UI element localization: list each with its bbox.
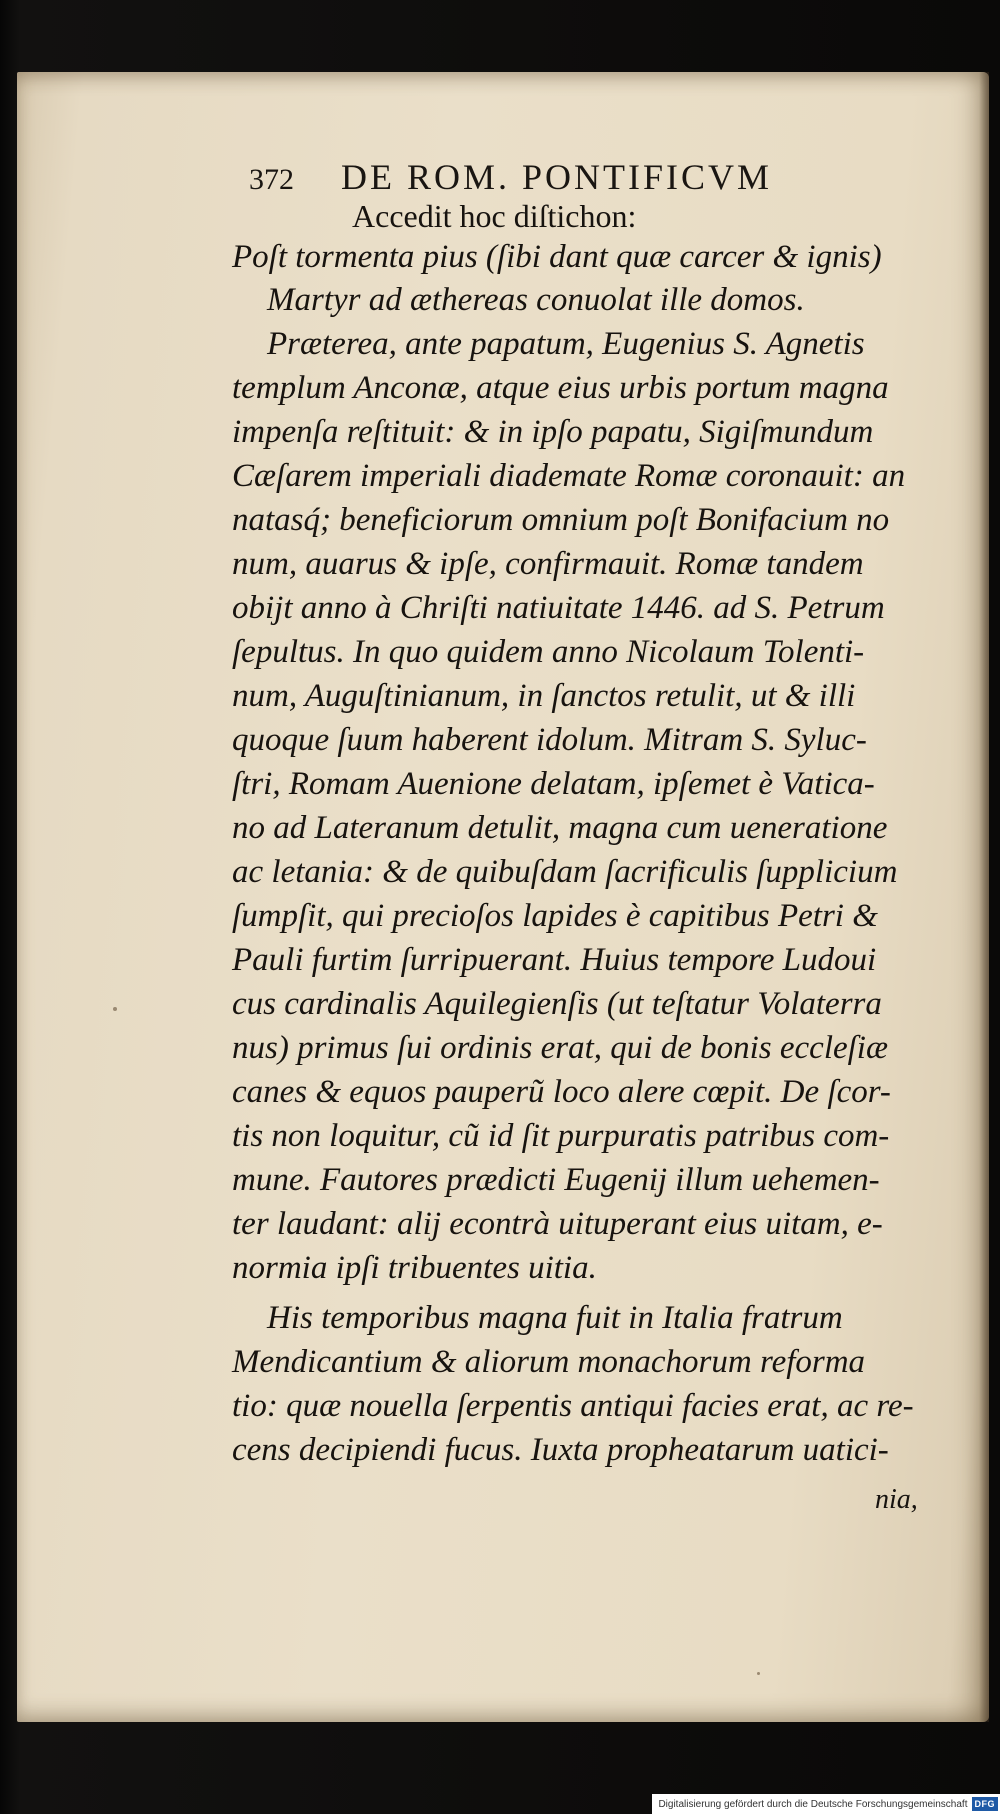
text-line: Pauli furtim ſurripuerant. Huius tempore Ludoui <box>232 942 877 978</box>
text-line: templum Anconæ, atque eius urbis portum magna <box>232 370 889 406</box>
text-line: Mendicantium & aliorum monachorum reforma <box>232 1344 866 1380</box>
text-line: num, Auguſtinianum, in ſanctos retulit, ut & illi <box>232 678 856 714</box>
text-line: no ad Lateranum detulit, magna cum ueneratione <box>232 810 888 846</box>
text-line: tis non loquitur, cũ id ſit purpuratis patribus com- <box>232 1118 890 1154</box>
text-line: natasq́; beneficiorum omnium poſt Bonifacium no <box>232 502 890 538</box>
text-line: tio: quæ nouella ſerpentis antiqui facies erat, ac re- <box>232 1388 914 1424</box>
text-line: impenſa reſtituit: & in ipſo papatu, Sigiſmundum <box>232 414 874 450</box>
credit-text: Digitalisierung gefördert durch die Deutsche Forschungsgemeinschaft <box>658 1798 968 1810</box>
text-line: normia ipſi tribuentes uitia. <box>232 1250 597 1286</box>
text-line: obijt anno à Chriſti natiuitate 1446. ad S. Petrum <box>232 590 885 626</box>
text-line: ſtri, Romam Auenione delatam, ipſemet è Vatica- <box>232 766 875 802</box>
text-line: ſepultus. In quo quidem anno Nicolaum Tolenti- <box>232 634 865 670</box>
text-line: Cæſarem imperiali diademate Romæ coronauit: an <box>232 458 906 494</box>
text-line: mune. Fautores prædicti Eugenij illum uehemen- <box>232 1162 880 1198</box>
text-line: Accedit hoc diſtichon: <box>352 198 637 234</box>
text-line: ſumpſit, qui precioſos lapides è capitibus Petri & <box>232 898 878 934</box>
page-text <box>17 72 989 1722</box>
text-line: nus) primus ſui ordinis erat, qui de bonis eccleſiæ <box>232 1030 888 1066</box>
text-line: cus cardinalis Aquilegienſis (ut teſtatur Volaterra <box>232 986 882 1022</box>
page-number: 372 <box>249 163 294 196</box>
text-line: quoque ſuum haberent idolum. Mitram S. Syluc- <box>232 722 867 758</box>
dfg-logo[interactable]: DFG <box>972 1797 999 1811</box>
text-line: ac letania: & de quibuſdam ſacrificulis ſupplicium <box>232 854 898 890</box>
text-line: Poſt tormenta pius (ſibi dant quæ carcer & ignis) <box>232 239 882 275</box>
digitization-credit <box>652 1794 1000 1814</box>
text-line: ter laudant: alij econtrà uituperant eius uitam, e- <box>232 1206 883 1242</box>
catchword: nia, <box>875 1484 918 1515</box>
book-page <box>17 72 989 1722</box>
text-line: cens decipiendi fucus. Iuxta propheatarum uatici- <box>232 1432 889 1468</box>
text-line: canes & equos pauperũ loco alere cœpit. De ſcor- <box>232 1074 891 1110</box>
text-line: num, auarus & ipſe, confirmauit. Romæ tandem <box>232 546 864 582</box>
text-line: His temporibus magna fuit in Italia fratrum <box>267 1300 843 1336</box>
running-title: DE ROM. PONTIFICVM <box>341 157 773 197</box>
text-line: Præterea, ante papatum, Eugenius S. Agnetis <box>267 326 865 362</box>
text-line: Martyr ad æthereas conuolat ille domos. <box>267 282 805 318</box>
